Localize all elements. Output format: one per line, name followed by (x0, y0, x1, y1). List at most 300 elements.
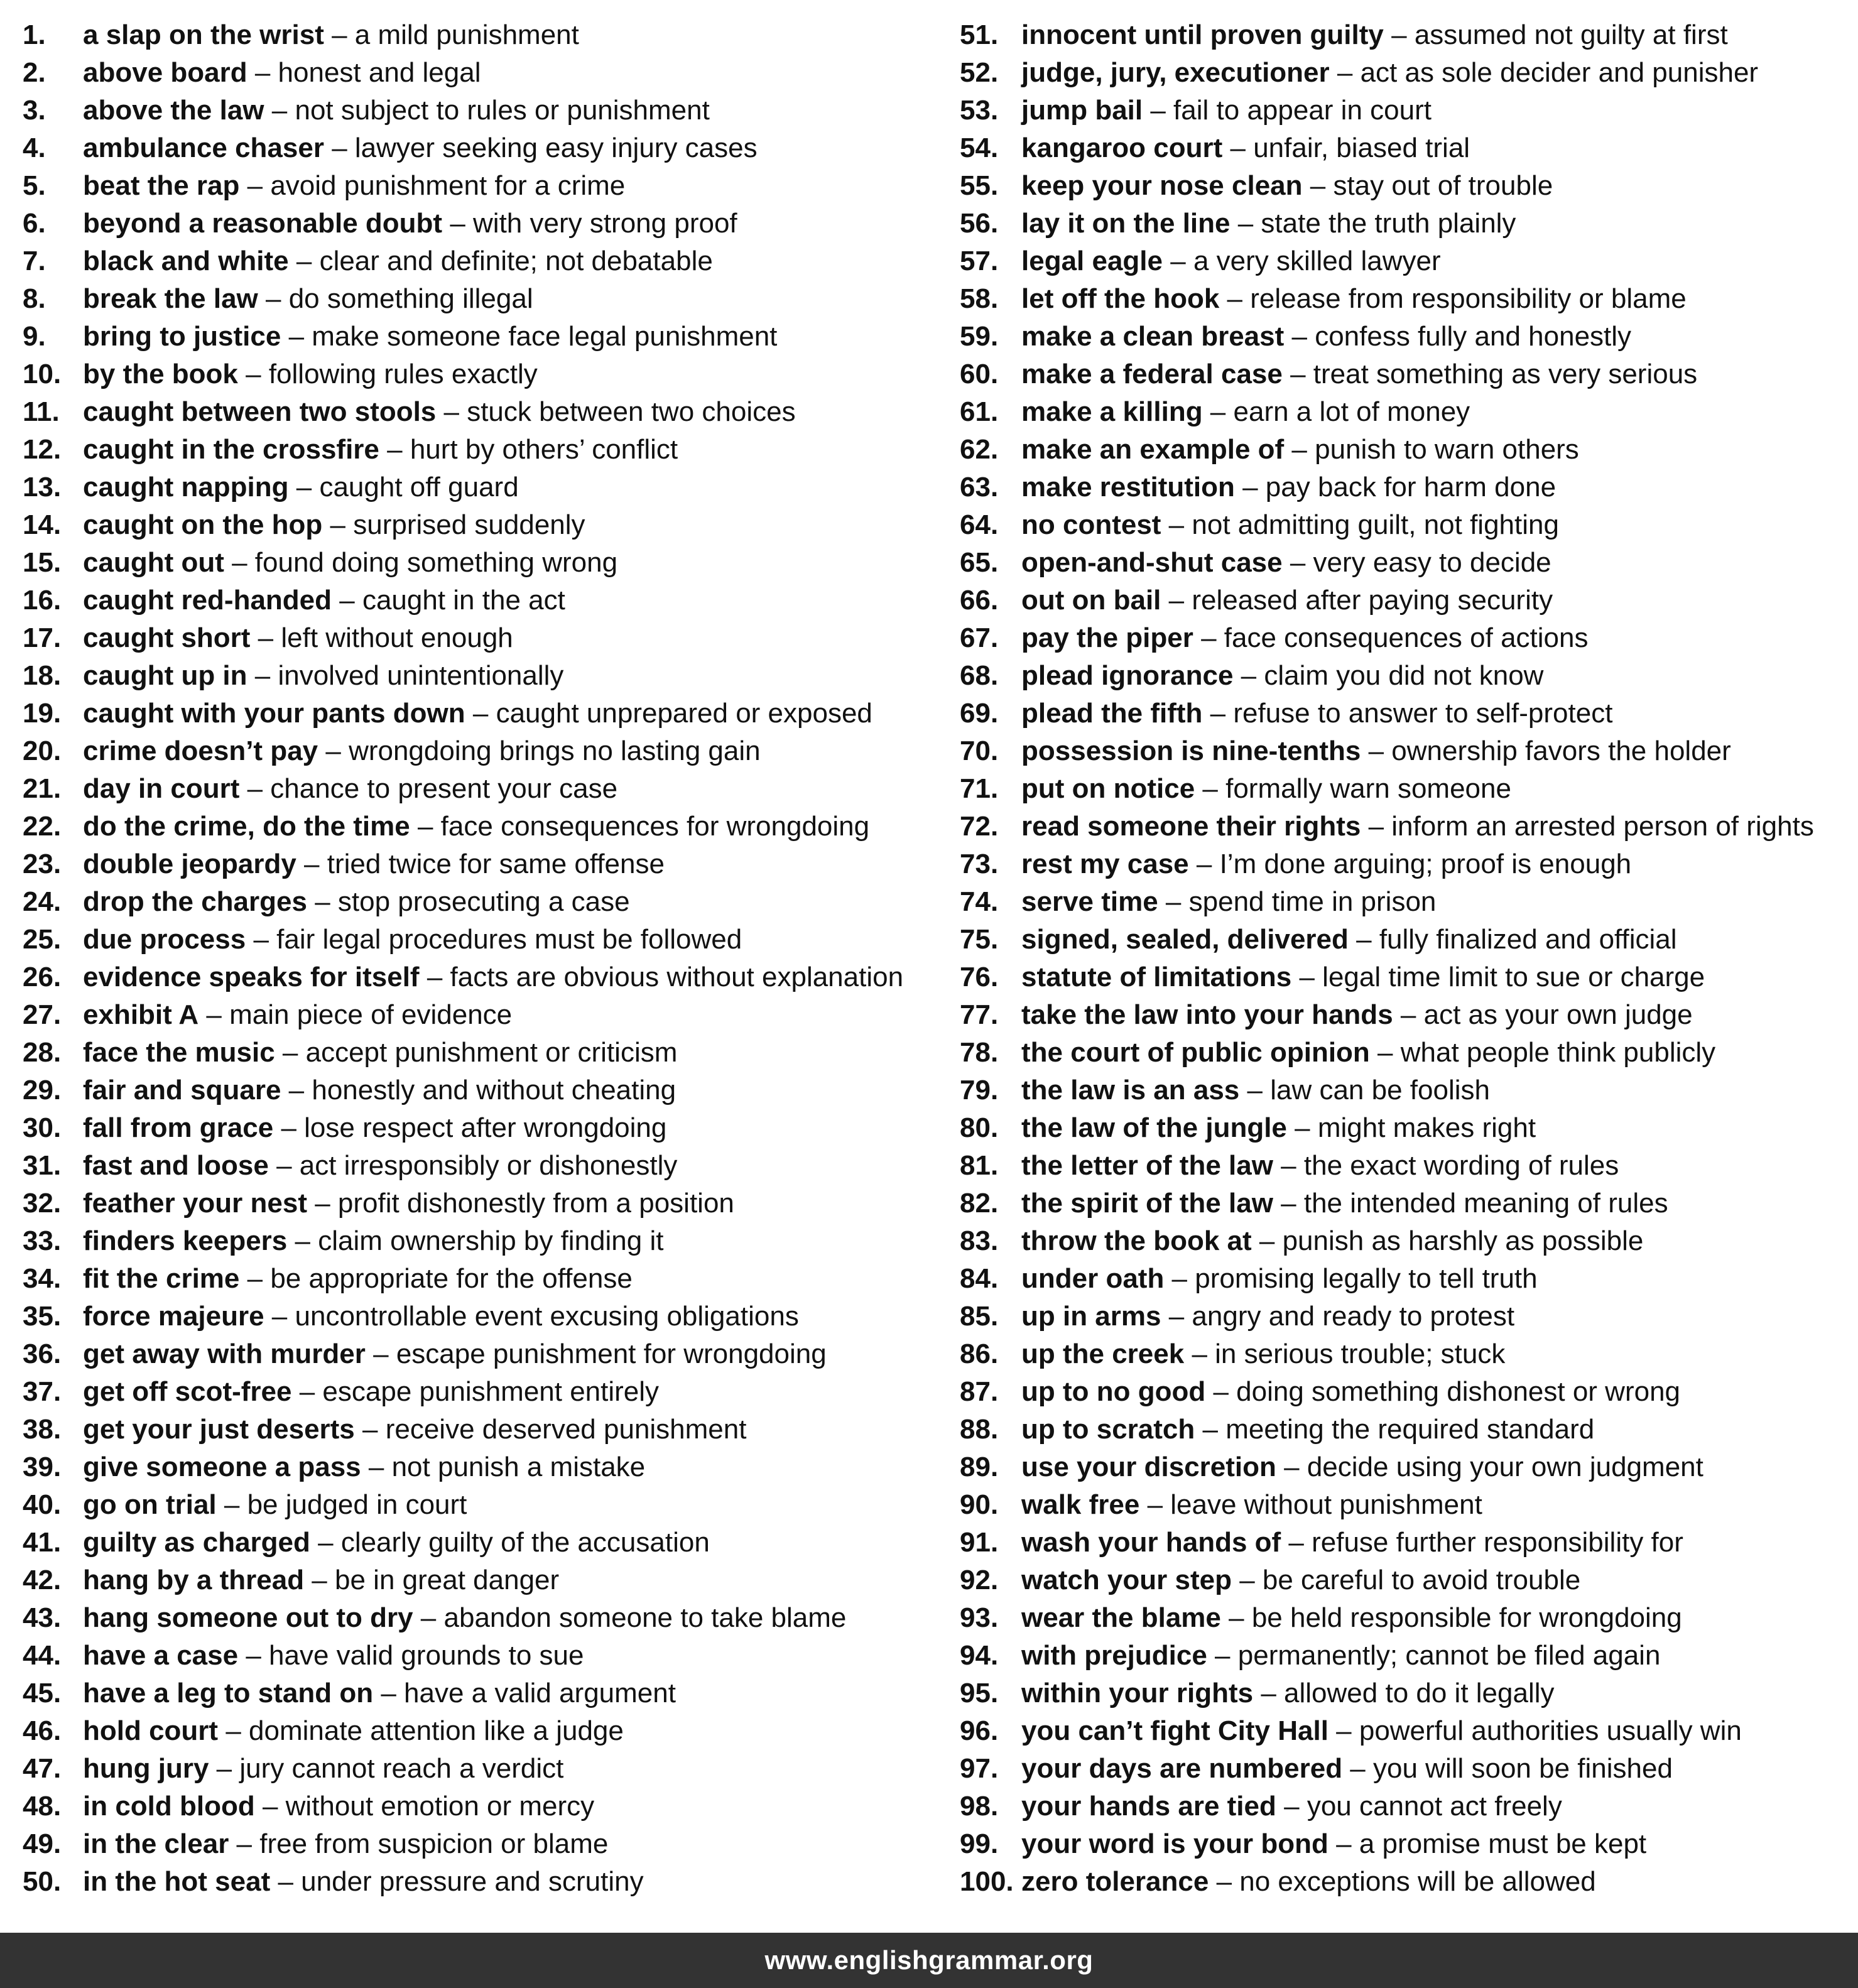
entry-number: 79. (960, 1075, 999, 1105)
idiom-entry (960, 431, 1852, 469)
idiom-phrase: throw the book at (1021, 1225, 1252, 1256)
idiom-phrase: have a case (83, 1640, 239, 1671)
idiom-entry (960, 883, 1852, 921)
dash-separator: – (246, 924, 277, 955)
entry-number: 72. (960, 811, 999, 842)
dash-separator: – (1284, 321, 1315, 352)
idiom-phrase: caught out (83, 547, 224, 578)
dash-separator: – (296, 849, 327, 879)
idiom-meaning: caught off guard (319, 472, 519, 502)
idiom-meaning: what people think publicly (1400, 1037, 1716, 1068)
idiom-meaning: a mild punishment (354, 19, 579, 50)
idiom-meaning: dominate attention like a judge (249, 1715, 624, 1746)
idiom-phrase: caught up in (83, 660, 247, 691)
entry-number: 52. (960, 57, 999, 88)
idiom-phrase: lay it on the line (1021, 208, 1231, 239)
entry-number: 56. (960, 208, 999, 239)
dash-separator: – (1342, 1753, 1373, 1784)
idiom-meaning: accept punishment or criticism (305, 1037, 678, 1068)
entry-number: 38. (23, 1414, 62, 1445)
idiom-entry (960, 1411, 1852, 1448)
entry-number: 89. (960, 1452, 999, 1482)
entry-number: 68. (960, 660, 999, 691)
idiom-entry (23, 1788, 933, 1825)
idiom-entry (23, 1260, 933, 1298)
idiom-entry (23, 1335, 933, 1373)
idiom-entry (23, 808, 933, 845)
dash-separator: – (281, 321, 312, 352)
idiom-entry (960, 393, 1852, 431)
idiom-meaning: be careful to avoid trouble (1262, 1565, 1581, 1595)
idiom-phrase: day in court (83, 773, 240, 804)
idiom-entry (23, 1109, 933, 1147)
idiom-meaning: face consequences for wrongdoing (440, 811, 870, 842)
idiom-entry (23, 92, 933, 129)
idiom-meaning: claim you did not know (1264, 660, 1544, 691)
idiom-phrase: take the law into your hands (1021, 999, 1393, 1030)
idiom-entry (960, 1599, 1852, 1637)
idiom-meaning: make someone face legal punishment (312, 321, 778, 352)
dash-separator: – (1195, 773, 1226, 804)
idiom-entry (960, 1675, 1852, 1712)
idiom-phrase: fast and loose (83, 1150, 269, 1181)
entry-number: 5. (23, 170, 46, 201)
idiom-meaning: leave without punishment (1170, 1489, 1482, 1520)
dash-separator: – (1202, 396, 1234, 427)
idiom-meaning: fair legal procedures must be followed (276, 924, 742, 955)
entry-number: 44. (23, 1640, 62, 1671)
idiom-phrase: open-and-shut case (1021, 547, 1283, 578)
idiom-meaning: not subject to rules or punishment (295, 95, 710, 126)
footer-bar (0, 1933, 1858, 1988)
dash-separator: – (247, 660, 278, 691)
idiom-entry (960, 921, 1852, 959)
idiom-phrase: your days are numbered (1021, 1753, 1343, 1784)
idiom-entry (960, 1788, 1852, 1825)
idiom-phrase: judge, jury, executioner (1021, 57, 1330, 88)
idiom-meaning: refuse further responsibility for (1312, 1527, 1683, 1558)
dash-separator: – (354, 1414, 386, 1445)
entry-number: 49. (23, 1828, 62, 1859)
idiom-entry (23, 129, 933, 167)
idiom-phrase: the law is an ass (1021, 1075, 1240, 1105)
idiom-phrase: evidence speaks for itself (83, 962, 420, 992)
idiom-meaning: you cannot act freely (1307, 1791, 1562, 1822)
idiom-phrase: caught napping (83, 472, 289, 502)
idiom-phrase: possession is nine-tenths (1021, 736, 1361, 766)
idiom-entry (960, 356, 1852, 393)
entry-number: 8. (23, 283, 46, 314)
idiom-meaning: might makes right (1317, 1112, 1536, 1143)
idiom-entry (960, 1863, 1852, 1901)
idiom-meaning: not punish a mistake (391, 1452, 646, 1482)
dash-separator: – (1143, 95, 1174, 126)
entry-number: 20. (23, 736, 62, 766)
idiom-phrase: your hands are tied (1021, 1791, 1276, 1822)
entry-number: 3. (23, 95, 46, 126)
idiom-meaning: profit dishonestly from a position (337, 1188, 734, 1219)
dash-separator: – (1222, 133, 1254, 163)
idiom-entry (960, 770, 1852, 808)
idiom-meaning: surprised suddenly (353, 509, 585, 540)
idiom-phrase: exhibit A (83, 999, 199, 1030)
idiom-entry (23, 1373, 933, 1411)
entry-number: 40. (23, 1489, 62, 1520)
dash-separator: – (410, 811, 441, 842)
entry-number: 11. (23, 396, 60, 427)
idiom-entry (23, 1034, 933, 1072)
idiom-entry (23, 619, 933, 657)
idiom-meaning: escape punishment for wrongdoing (396, 1339, 827, 1369)
entry-number: 18. (23, 660, 62, 691)
entry-number: 9. (23, 321, 46, 352)
entry-number: 67. (960, 622, 999, 653)
idiom-meaning: powerful authorities usually win (1359, 1715, 1742, 1746)
dash-separator: – (1230, 208, 1261, 239)
idiom-meaning: ownership favors the holder (1391, 736, 1731, 766)
idiom-entry (23, 1637, 933, 1675)
idiom-phrase: up to scratch (1021, 1414, 1195, 1445)
dash-separator: – (239, 170, 271, 201)
dash-separator: – (229, 1828, 260, 1859)
entry-number: 87. (960, 1376, 999, 1407)
entry-number: 81. (960, 1150, 999, 1181)
idiom-entry (23, 16, 933, 54)
dash-separator: – (1164, 1263, 1195, 1294)
idiom-phrase: out on bail (1021, 585, 1161, 616)
idiom-meaning: meeting the required standard (1225, 1414, 1595, 1445)
entry-number: 4. (23, 133, 46, 163)
idiom-entry (960, 1147, 1852, 1185)
idiom-meaning: released after paying security (1192, 585, 1553, 616)
idiom-meaning: decide using your own judgment (1307, 1452, 1703, 1482)
idiom-meaning: fully finalized and official (1379, 924, 1677, 955)
entry-number: 30. (23, 1112, 62, 1143)
idiom-phrase: beat the rap (83, 170, 240, 201)
idiom-entry (23, 1486, 933, 1524)
entry-number: 90. (960, 1489, 999, 1520)
idiom-meaning: assumed not guilty at first (1414, 19, 1728, 50)
idiom-entry (960, 318, 1852, 356)
idiom-entry (23, 921, 933, 959)
idiom-phrase: make restitution (1021, 472, 1235, 502)
idiom-meaning: pay back for harm done (1265, 472, 1556, 502)
idiom-list (0, 16, 1858, 1901)
dash-separator: – (250, 622, 281, 653)
dash-separator: – (268, 1150, 300, 1181)
entry-number: 43. (23, 1602, 62, 1633)
dash-separator: – (1273, 1188, 1304, 1219)
dash-separator: – (436, 396, 467, 427)
dash-separator: – (258, 283, 289, 314)
entry-number: 59. (960, 321, 999, 352)
idiom-phrase: put on notice (1021, 773, 1195, 804)
idiom-entry (23, 205, 933, 242)
idiom-phrase: read someone their rights (1021, 811, 1361, 842)
idiom-meaning: escape punishment entirely (322, 1376, 660, 1407)
idiom-phrase: plead ignorance (1021, 660, 1234, 691)
idiom-phrase: the law of the jungle (1021, 1112, 1287, 1143)
dash-separator: – (238, 1640, 269, 1671)
idiom-phrase: the court of public opinion (1021, 1037, 1370, 1068)
dash-separator: – (1361, 736, 1392, 766)
idiom-entry (23, 506, 933, 544)
idiom-entry (960, 129, 1852, 167)
idiom-phrase: the spirit of the law (1021, 1188, 1273, 1219)
idiom-phrase: use your discretion (1021, 1452, 1276, 1482)
idiom-entry (960, 657, 1852, 695)
entry-number: 94. (960, 1640, 999, 1671)
dash-separator: – (1139, 1489, 1171, 1520)
entry-number: 19. (23, 698, 62, 729)
dash-separator: – (1220, 1602, 1252, 1633)
idiom-meaning: allowed to do it legally (1284, 1678, 1555, 1708)
idiom-phrase: guilty as charged (83, 1527, 310, 1558)
entry-number: 75. (960, 924, 999, 955)
idiom-entry (23, 393, 933, 431)
idiom-meaning: uncontrollable event excusing obligations (295, 1301, 799, 1332)
idiom-entry (960, 695, 1852, 732)
dash-separator: – (1328, 1715, 1359, 1746)
idiom-entry (960, 1298, 1852, 1335)
entry-number: 22. (23, 811, 62, 842)
idiom-meaning: very easy to decide (1313, 547, 1551, 578)
idiom-phrase: serve time (1021, 886, 1158, 917)
idiom-entry (960, 1185, 1852, 1222)
entry-number: 69. (960, 698, 999, 729)
entry-number: 57. (960, 246, 999, 276)
entry-number: 58. (960, 283, 999, 314)
idiom-phrase: ambulance chaser (83, 133, 324, 163)
idiom-meaning: stay out of trouble (1333, 170, 1553, 201)
idiom-meaning: honestly and without cheating (312, 1075, 676, 1105)
idiom-phrase: watch your step (1021, 1565, 1232, 1595)
dash-separator: – (1286, 1112, 1318, 1143)
entry-number: 66. (960, 585, 999, 616)
idiom-entry (23, 1863, 933, 1901)
dash-separator: – (1361, 811, 1392, 842)
right-column (960, 16, 1852, 1901)
idiom-meaning: release from responsibility or blame (1250, 283, 1687, 314)
idiom-meaning: you will soon be finished (1373, 1753, 1673, 1784)
entry-number: 35. (23, 1301, 62, 1332)
idiom-phrase: force majeure (83, 1301, 264, 1332)
idiom-entry (960, 1448, 1852, 1486)
entry-number: 65. (960, 547, 999, 578)
idiom-phrase: make a killing (1021, 396, 1203, 427)
entry-number: 13. (23, 472, 62, 502)
idiom-entry (23, 845, 933, 883)
idiom-meaning: stop prosecuting a case (337, 886, 630, 917)
entry-number: 88. (960, 1414, 999, 1445)
entry-number: 14. (23, 509, 62, 540)
idiom-entry (960, 1260, 1852, 1298)
entry-number: 99. (960, 1828, 999, 1859)
idiom-entry (960, 1524, 1852, 1562)
dash-separator: – (1329, 57, 1361, 88)
idiom-phrase: due process (83, 924, 246, 955)
idiom-phrase: pay the piper (1021, 622, 1193, 653)
entry-number: 12. (23, 434, 62, 465)
dash-separator: – (1281, 1527, 1312, 1558)
entry-number: 91. (960, 1527, 999, 1558)
entry-number: 50. (23, 1866, 62, 1897)
idiom-phrase: finders keepers (83, 1225, 288, 1256)
idiom-meaning: be in great danger (335, 1565, 560, 1595)
idiom-entry (960, 582, 1852, 619)
idiom-entry (23, 1072, 933, 1109)
idiom-phrase: make a federal case (1021, 359, 1283, 389)
idiom-entry (960, 167, 1852, 205)
entry-number: 17. (23, 622, 62, 653)
entry-number: 24. (23, 886, 62, 917)
idiom-entry (960, 544, 1852, 582)
entry-number: 77. (960, 999, 999, 1030)
entry-number: 2. (23, 57, 46, 88)
idiom-phrase: rest my case (1021, 849, 1189, 879)
dash-separator: – (1161, 1301, 1192, 1332)
entry-number: 95. (960, 1678, 999, 1708)
entry-number: 29. (23, 1075, 62, 1105)
dash-separator: – (1369, 1037, 1401, 1068)
dash-separator: – (361, 1452, 392, 1482)
idiom-phrase: fit the crime (83, 1263, 240, 1294)
idiom-meaning: treat something as very serious (1313, 359, 1698, 389)
dash-separator: – (224, 547, 255, 578)
dash-separator: – (270, 1866, 302, 1897)
idiom-phrase: get off scot-free (83, 1376, 292, 1407)
idiom-entry (23, 1411, 933, 1448)
idiom-meaning: jury cannot reach a verdict (239, 1753, 564, 1784)
idiom-phrase: have a leg to stand on (83, 1678, 374, 1708)
entry-number: 82. (960, 1188, 999, 1219)
idiom-phrase: in the clear (83, 1828, 229, 1859)
entry-number: 48. (23, 1791, 62, 1822)
idiom-phrase: caught short (83, 622, 251, 653)
dash-separator: – (1233, 660, 1264, 691)
dash-separator: – (287, 1225, 318, 1256)
idiom-phrase: get away with murder (83, 1339, 366, 1369)
entry-number: 100. (960, 1866, 1014, 1897)
dash-separator: – (288, 246, 320, 276)
idiom-phrase: make an example of (1021, 434, 1285, 465)
idiom-phrase: fall from grace (83, 1112, 274, 1143)
idiom-entry (960, 242, 1852, 280)
idiom-entry (23, 469, 933, 506)
idiom-meaning: avoid punishment for a crime (270, 170, 626, 201)
idiom-phrase: under oath (1021, 1263, 1165, 1294)
entry-number: 71. (960, 773, 999, 804)
idiom-meaning: caught unprepared or exposed (496, 698, 872, 729)
dash-separator: – (318, 736, 349, 766)
idiom-meaning: under pressure and scrutiny (301, 1866, 644, 1897)
dash-separator: – (247, 57, 278, 88)
idiom-meaning: hurt by others’ conflict (410, 434, 678, 465)
idiom-meaning: earn a lot of money (1233, 396, 1470, 427)
dash-separator: – (1158, 886, 1189, 917)
idiom-meaning: unfair, biased trial (1253, 133, 1470, 163)
idiom-phrase: caught red-handed (83, 585, 332, 616)
dash-separator: – (1193, 622, 1224, 653)
idiom-meaning: caught in the act (362, 585, 565, 616)
website-url[interactable]: www.englishgrammar.org (764, 1945, 1094, 1975)
idiom-phrase: kangaroo court (1021, 133, 1223, 163)
idiom-meaning: promising legally to tell truth (1195, 1263, 1538, 1294)
idiom-meaning: have valid grounds to sue (269, 1640, 584, 1671)
idiom-entry (23, 1222, 933, 1260)
idiom-phrase: go on trial (83, 1489, 217, 1520)
idiom-entry (23, 167, 933, 205)
idiom-meaning: confess fully and honestly (1315, 321, 1632, 352)
entry-number: 31. (23, 1150, 62, 1181)
idiom-meaning: be held responsible for wrongdoing (1251, 1602, 1682, 1633)
entry-number: 28. (23, 1037, 62, 1068)
idiom-entry (960, 996, 1852, 1034)
idiom-phrase: up the creek (1021, 1339, 1185, 1369)
dash-separator: – (1163, 246, 1193, 276)
idiom-entry (23, 1524, 933, 1562)
idiom-meaning: abandon someone to take blame (443, 1602, 847, 1633)
idiom-meaning: facts are obvious without explanation (450, 962, 904, 992)
entry-number: 27. (23, 999, 62, 1030)
entry-number: 85. (960, 1301, 999, 1332)
idiom-meaning: tried twice for same offense (327, 849, 665, 879)
idiom-meaning: clear and definite; not debatable (319, 246, 713, 276)
idiom-phrase: double jeopardy (83, 849, 296, 879)
idiom-entry (23, 996, 933, 1034)
entry-number: 64. (960, 509, 999, 540)
idiom-entry (23, 770, 933, 808)
idiom-entry (960, 1750, 1852, 1788)
idiom-entry (960, 1712, 1852, 1750)
idiom-phrase: walk free (1021, 1489, 1140, 1520)
entry-number: 76. (960, 962, 999, 992)
idiom-phrase: caught between two stools (83, 396, 437, 427)
dash-separator: – (323, 133, 355, 163)
entry-number: 26. (23, 962, 62, 992)
idiom-phrase: up to no good (1021, 1376, 1206, 1407)
dash-separator: – (1328, 1828, 1359, 1859)
idiom-meaning: have a valid argument (404, 1678, 676, 1708)
idiom-entry (960, 959, 1852, 996)
idiom-phrase: above the law (83, 95, 264, 126)
idiom-meaning: no exceptions will be allowed (1239, 1866, 1596, 1897)
idiom-phrase: give someone a pass (83, 1452, 361, 1482)
idiom-phrase: with prejudice (1021, 1640, 1207, 1671)
idiom-meaning: law can be foolish (1270, 1075, 1490, 1105)
dash-separator: – (442, 208, 474, 239)
idiom-meaning: spend time in prison (1188, 886, 1437, 917)
idiom-meaning: the intended meaning of rules (1303, 1188, 1668, 1219)
idiom-phrase: wash your hands of (1021, 1527, 1281, 1558)
dash-separator: – (1291, 962, 1323, 992)
idiom-meaning: claim ownership by finding it (318, 1225, 664, 1256)
idiom-meaning: clearly guilty of the accusation (340, 1527, 710, 1558)
entry-number: 80. (960, 1112, 999, 1143)
dash-separator: – (465, 698, 496, 729)
idiom-meaning: following rules exactly (268, 359, 538, 389)
idiom-phrase: keep your nose clean (1021, 170, 1303, 201)
entry-number: 37. (23, 1376, 62, 1407)
dash-separator: – (1188, 849, 1220, 879)
dash-separator: – (1161, 585, 1192, 616)
idiom-entry (960, 1034, 1852, 1072)
entry-number: 1. (23, 19, 46, 50)
idiom-meaning: main piece of evidence (229, 999, 513, 1030)
dash-separator: – (323, 19, 355, 50)
idiom-phrase: beyond a reasonable doubt (83, 208, 443, 239)
idiom-meaning: act irresponsibly or dishonestly (299, 1150, 678, 1181)
